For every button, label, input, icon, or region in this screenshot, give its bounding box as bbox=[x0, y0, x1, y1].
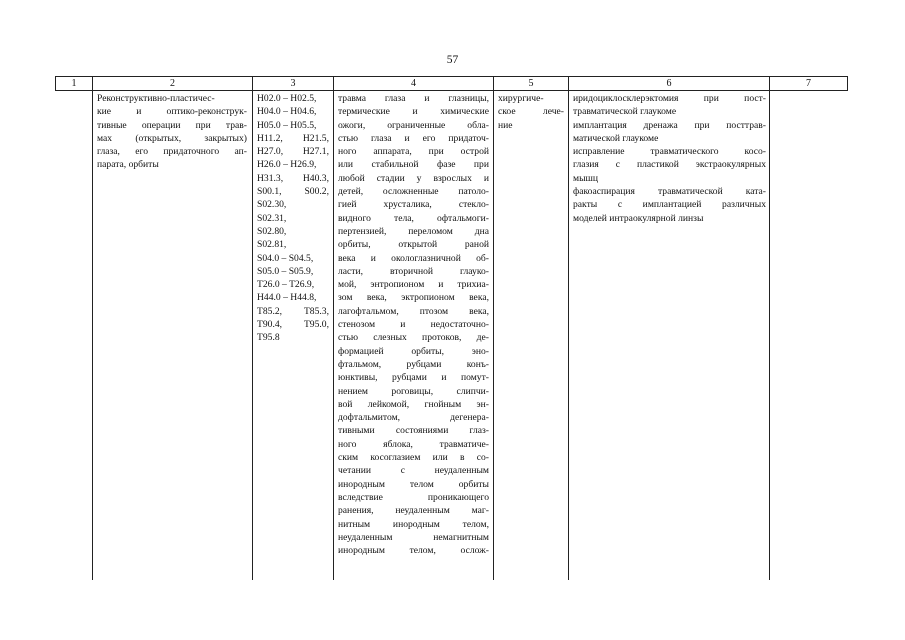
col6-line: факоаспирация травматической ката- bbox=[573, 186, 766, 198]
icd-code-line bbox=[257, 238, 329, 251]
col4-line: фтальмом, рубцами конъ- bbox=[338, 358, 489, 370]
icd-code: T85.2, bbox=[257, 305, 283, 317]
icd-code: S02.31, bbox=[257, 212, 287, 224]
icd-code: H02.0 – H02.5, bbox=[257, 93, 317, 104]
column-divider-2 bbox=[252, 76, 253, 580]
icd-code-line bbox=[257, 212, 329, 225]
page-number: 57 bbox=[446, 54, 459, 66]
col6-line: ракты с имплантацией различных bbox=[573, 199, 766, 211]
col4-line: инородным телом, ослож- bbox=[338, 545, 489, 557]
column-divider-1 bbox=[92, 76, 93, 580]
col4-line: ласти, вторичной глауко- bbox=[338, 265, 489, 277]
header-col-1: 1 bbox=[71, 78, 77, 89]
col4-line: травма глаза и глазницы, bbox=[338, 93, 489, 104]
col4-line: ожоги, ограниченные обла- bbox=[338, 119, 489, 131]
icd-code: H05.0 – H05.5, bbox=[257, 119, 317, 131]
col4-line: формацией орбиты, эно- bbox=[338, 345, 489, 357]
col4-line: нением роговицы, слипчи- bbox=[338, 385, 489, 397]
col5-line: хирургиче- bbox=[498, 93, 544, 104]
icd-code-line bbox=[257, 185, 329, 198]
icd-code: H26.0 – H26.9, bbox=[257, 159, 317, 171]
col6-line: иридоциклосклерэктомия при пост- bbox=[573, 93, 766, 104]
icd-code-line bbox=[257, 172, 329, 185]
icd-code: H11.2, bbox=[257, 132, 283, 144]
column-divider-6 bbox=[769, 76, 770, 580]
icd-code-line bbox=[257, 119, 329, 132]
icd-code: S02.81, bbox=[257, 239, 287, 251]
col4-patient-model bbox=[338, 92, 489, 557]
col4-line: любой стадии у взрослых и bbox=[338, 172, 489, 184]
icd-code: H27.1, bbox=[302, 146, 329, 158]
col6-treatment-methods bbox=[573, 92, 766, 225]
table-right-rule bbox=[847, 76, 848, 91]
icd-code-line bbox=[257, 318, 329, 331]
col4-line: ранения, неудаленным маг- bbox=[338, 505, 489, 517]
icd-code-line bbox=[257, 278, 329, 291]
col6-line: исправление травматического косо- bbox=[573, 146, 766, 158]
icd-code-line bbox=[257, 265, 329, 278]
col4-line: гией хрусталика, стекло- bbox=[338, 199, 489, 211]
icd-code: H31.3, bbox=[257, 172, 284, 184]
col4-line: четании с неудаленным bbox=[338, 465, 489, 477]
column-divider-4 bbox=[493, 76, 494, 580]
icd-code: T85.3, bbox=[303, 305, 329, 317]
col4-line: тивными состояниями глаз- bbox=[338, 425, 489, 437]
col4-line: стенозом и недостаточно- bbox=[338, 319, 489, 331]
icd-code-line bbox=[257, 305, 329, 318]
col4-line: стью глаза и его придаточ- bbox=[338, 132, 489, 144]
header-col-5: 5 bbox=[528, 78, 534, 89]
icd-code-line bbox=[257, 331, 329, 344]
col5-line: ское лече- bbox=[498, 106, 564, 118]
icd-code: S00.2, bbox=[304, 186, 329, 198]
col4-line: термические и химические bbox=[338, 106, 489, 118]
icd-code-line bbox=[257, 252, 329, 265]
col4-line: вследствие проникающего bbox=[338, 491, 489, 503]
icd-code: S02.80, bbox=[257, 225, 287, 237]
icd-code: S00.1, bbox=[257, 186, 282, 198]
icd-code: S02.30, bbox=[257, 199, 287, 211]
col6-line: травматической глаукоме bbox=[573, 106, 677, 118]
col6-line: матической глаукоме bbox=[573, 132, 659, 144]
col4-line: зом века, эктропионом века, bbox=[338, 292, 489, 304]
header-col-3: 3 bbox=[290, 78, 296, 89]
icd-code: T95.0, bbox=[303, 319, 329, 331]
col4-line: века и окологлазничной об- bbox=[338, 252, 489, 264]
icd-code-line bbox=[257, 198, 329, 211]
col4-line: ного яблока, травматиче- bbox=[338, 438, 489, 450]
col4-line: орбиты, открытой раной bbox=[338, 239, 489, 251]
col2-line: Реконструктивно-пластичес- bbox=[97, 93, 215, 104]
col4-line: вой лейкомой, гнойным эн- bbox=[338, 398, 489, 410]
icd-code-line bbox=[257, 132, 329, 145]
header-col-4: 4 bbox=[411, 78, 416, 89]
col6-line: мышц bbox=[573, 172, 599, 184]
col4-line: нитным инородным телом, bbox=[338, 518, 489, 530]
col6-line: глазия с пластикой экстраокулярных bbox=[573, 159, 766, 171]
icd-code: T90.4, bbox=[257, 319, 283, 331]
col4-line: ного аппарата, при острой bbox=[338, 146, 489, 158]
icd-code: T95.8 bbox=[257, 332, 280, 344]
col3-icd-codes bbox=[257, 92, 329, 345]
icd-code: S04.0 – S04.5, bbox=[257, 252, 314, 264]
col4-line: лагофтальмом, птозом века, bbox=[338, 305, 489, 317]
col4-line: видного тела, офтальмоги- bbox=[338, 212, 489, 224]
col2-line: мах (открытых, закрытых) bbox=[97, 132, 247, 144]
icd-code-line bbox=[257, 92, 329, 105]
col4-line: детей, осложненные патоло- bbox=[338, 186, 489, 198]
icd-code: H27.0, bbox=[257, 146, 284, 158]
col2-procedure-name bbox=[97, 92, 247, 172]
col2-line: тивные операции при трав- bbox=[97, 119, 247, 131]
col4-line: неудаленным немагнитным bbox=[338, 531, 489, 543]
header-col-2: 2 bbox=[170, 78, 175, 89]
icd-code-line bbox=[257, 145, 329, 158]
icd-code: H04.0 – H04.6, bbox=[257, 106, 317, 118]
col4-line: стью слезных протоков, де- bbox=[338, 332, 489, 344]
icd-code: H44.0 – H44.8, bbox=[257, 292, 317, 304]
col4-line: пертензией, переломом дна bbox=[338, 225, 489, 237]
col2-line: парата, орбиты bbox=[97, 159, 159, 171]
col5-line: ние bbox=[498, 119, 513, 131]
col2-line: глаза, его придаточного ап- bbox=[97, 146, 247, 158]
col6-line: моделей интраокулярной линзы bbox=[573, 212, 704, 224]
icd-code: H40.3, bbox=[302, 172, 329, 184]
icd-code-line bbox=[257, 291, 329, 304]
table-header-rule bbox=[55, 90, 848, 91]
icd-code: T26.0 – T26.9, bbox=[257, 279, 315, 291]
col6-line: имплантация дренажа при посттрав- bbox=[573, 119, 766, 131]
col4-line: дофтальмитом, дегенера- bbox=[338, 412, 489, 424]
icd-code-line bbox=[257, 158, 329, 171]
col4-line: или стабильной фазе при bbox=[338, 159, 489, 171]
icd-code-line bbox=[257, 105, 329, 118]
icd-code: S05.0 – S05.9, bbox=[257, 265, 314, 277]
header-col-7: 7 bbox=[806, 78, 811, 89]
col5-treatment-type bbox=[498, 92, 564, 132]
table-top-rule bbox=[55, 76, 848, 77]
icd-code: H21.5, bbox=[302, 132, 329, 144]
column-divider-5 bbox=[568, 76, 569, 580]
col4-line: инородным телом орбиты bbox=[338, 478, 489, 490]
col4-line: мой, энтропионом и трихиа- bbox=[338, 279, 489, 291]
icd-code-line bbox=[257, 225, 329, 238]
column-divider-3 bbox=[333, 76, 334, 580]
col4-line: юнктивы, рубцами и помут- bbox=[338, 372, 489, 384]
col4-line: ским косоглазием или в со- bbox=[338, 452, 489, 464]
header-col-6: 6 bbox=[666, 78, 672, 89]
col2-line: кие и оптико-реконструк- bbox=[97, 106, 247, 118]
